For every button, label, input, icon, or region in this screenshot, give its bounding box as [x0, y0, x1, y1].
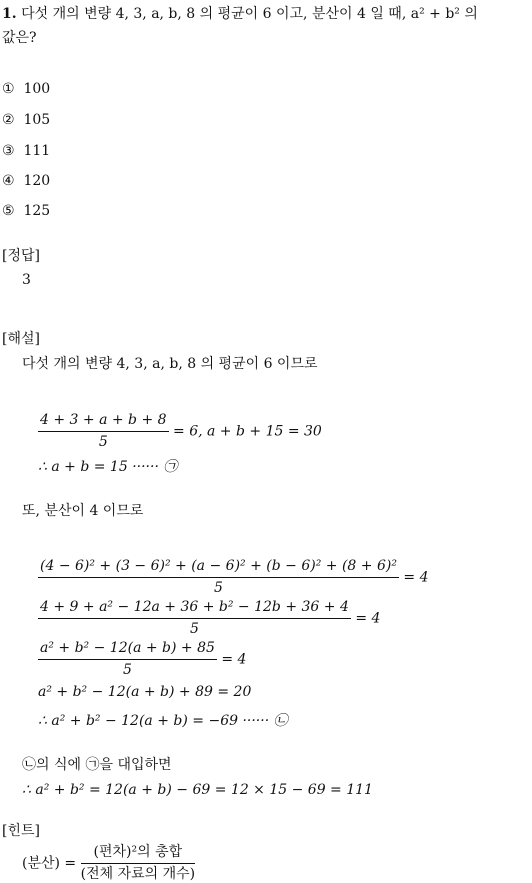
- eq1-rhs: = 6, a + b + 15 = 30: [173, 423, 322, 440]
- question-text: 다섯 개의 변량 4, 3, a, b, 8 의 평균이 6 이고, 분산이 4 일 때, a² + b² 의: [21, 6, 478, 22]
- question-line-1: [2, 6, 478, 23]
- equation-6: a² + b² − 12(a + b) + 89 = 20: [38, 684, 252, 700]
- choice-3[interactable]: [2, 143, 50, 160]
- eq3-rhs: = 4: [403, 569, 429, 586]
- solution-mid: 또, 분산이 4 이므로: [22, 503, 144, 519]
- equation-4: [38, 599, 380, 638]
- eq5-rhs: = 4: [221, 651, 247, 668]
- choice-5[interactable]: [2, 203, 50, 220]
- substitution-text: ㉡의 식에 ㉠을 대입하면: [22, 757, 172, 773]
- choice-value: 125: [23, 203, 51, 219]
- choice-marker: ②: [2, 112, 15, 128]
- choice-marker: ③: [2, 143, 15, 159]
- choice-marker: ④: [2, 173, 15, 189]
- eq4-numerator: 4 + 9 + a² − 12a + 36 + b² − 12b + 36 + 4: [38, 599, 351, 619]
- choice-value: 111: [23, 143, 51, 159]
- choice-value: 120: [23, 173, 51, 189]
- equation-8: ∴ a² + b² = 12(a + b) − 69 = 12 × 15 − 69 = 111: [22, 782, 373, 798]
- choice-marker: ①: [2, 81, 15, 97]
- hint-label: [힌트]: [2, 823, 40, 839]
- equation-1: [38, 412, 322, 451]
- equation-5: [38, 640, 246, 679]
- eq5-denominator: 5: [123, 661, 132, 678]
- eq3-numerator: (4 − 6)² + (3 − 6)² + (a − 6)² + (b − 6)² + (8 + 6)²: [38, 558, 399, 578]
- choice-marker: ⑤: [2, 203, 15, 219]
- choice-1[interactable]: [2, 81, 50, 98]
- solution-intro: 다섯 개의 변량 4, 3, a, b, 8 의 평균이 6 이므로: [22, 356, 318, 372]
- question-text-line2: 값은?: [2, 30, 37, 46]
- eq4-rhs: = 4: [355, 610, 381, 627]
- eq5-numerator: a² + b² − 12(a + b) + 85: [38, 640, 217, 660]
- choice-value: 105: [23, 112, 51, 128]
- eq1-numerator: 4 + 3 + a + b + 8: [38, 412, 169, 432]
- equation-3: [38, 558, 428, 597]
- answer-label: [정답]: [2, 248, 40, 264]
- question-number: 1.: [2, 6, 17, 22]
- solution-label: [해설]: [2, 331, 40, 347]
- choice-value: 100: [23, 81, 51, 97]
- hint-numerator: (편차)²의 총합: [81, 844, 196, 864]
- answer-value: 3: [22, 272, 31, 288]
- eq3-denominator: 5: [214, 579, 223, 596]
- hint-denominator: (전체 자료의 개수): [80, 865, 196, 882]
- eq4-denominator: 5: [189, 620, 199, 637]
- hint-formula: [22, 844, 195, 883]
- eq1-denominator: 5: [98, 433, 108, 450]
- choice-4[interactable]: [2, 173, 50, 190]
- choice-2[interactable]: [2, 112, 50, 129]
- equation-7: ∴ a² + b² − 12(a + b) = −69 ······ ㉡: [38, 713, 288, 729]
- hint-lhs: (분산) =: [22, 855, 77, 872]
- equation-2: ∴ a + b = 15 ······ ㉠: [38, 459, 178, 475]
